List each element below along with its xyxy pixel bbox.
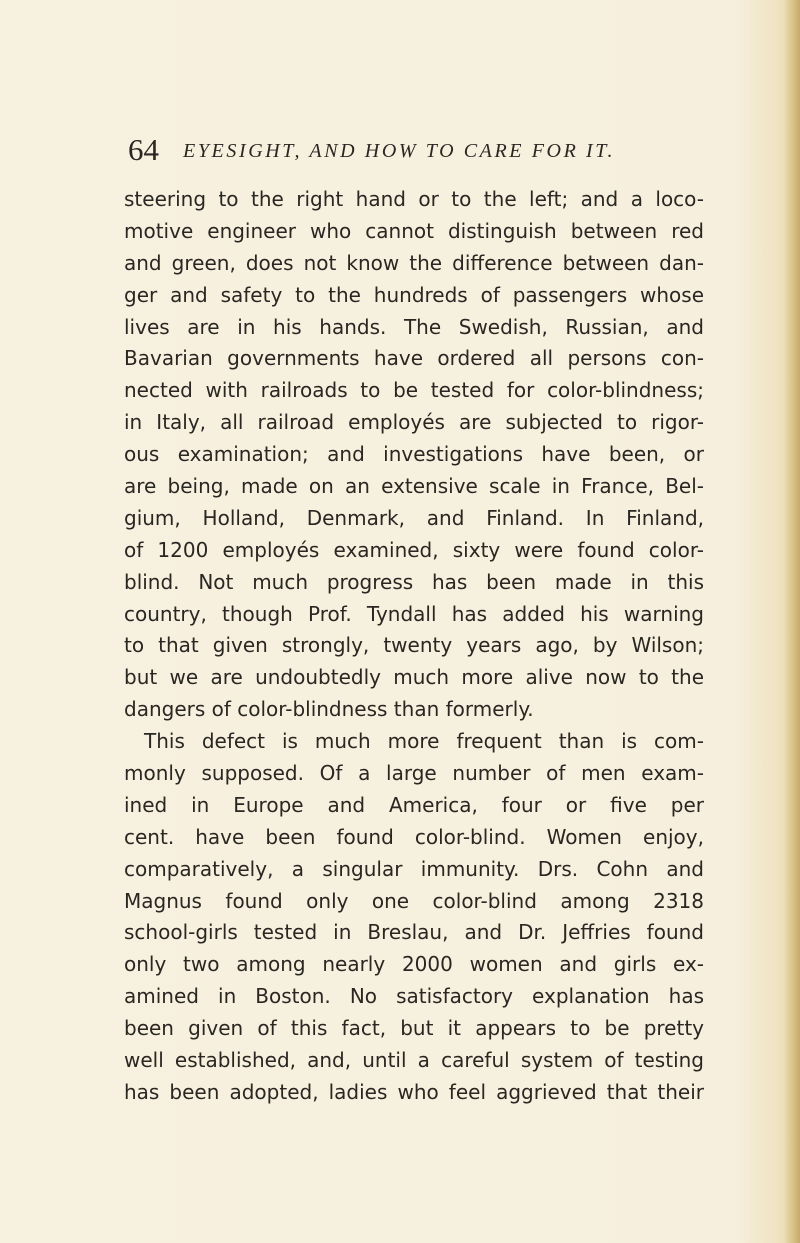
- text-line: amined in Boston. No satisfactory explanation has: [124, 984, 704, 1009]
- text-line: are being, made on an extensive scale in France, Bel-: [124, 474, 704, 499]
- text-line: dangers of color-blindness than formerly.: [124, 697, 534, 722]
- paragraph-first-line: This defect is much more frequent than is com-: [144, 729, 704, 754]
- running-head: EYESIGHT, AND HOW TO CARE FOR IT.: [183, 140, 616, 162]
- body-text: [124, 184, 704, 1109]
- text-line: monly supposed. Of a large number of men exam-: [124, 761, 704, 786]
- text-line: ous examination; and investigations have been, or: [124, 442, 704, 467]
- text-line: of 1200 employés examined, sixty were found color-: [124, 537, 704, 562]
- text-line: lives are in his hands. The Swedish, Russian, and: [124, 314, 704, 339]
- text-line: well established, and, until a careful system of testing: [124, 1048, 704, 1073]
- text-line: to that given strongly, twenty years ago, by Wilson;: [124, 633, 704, 658]
- text-line: only two among nearly 2000 women and girls ex-: [124, 952, 704, 977]
- text-line: comparatively, a singular immunity. Drs. Cohn and: [124, 856, 704, 881]
- page-header: [128, 132, 688, 172]
- text-line: nected with railroads to be tested for color-blindness;: [124, 378, 704, 403]
- page-number: 64: [128, 132, 159, 167]
- text-line: and green, does not know the difference between dan-: [124, 250, 704, 275]
- text-line: has been adopted, ladies who feel aggrieved that their: [124, 1079, 704, 1104]
- text-line: blind. Not much progress has been made in this: [124, 569, 704, 594]
- text-line: Bavarian governments have ordered all persons con-: [124, 346, 704, 371]
- text-line: in Italy, all railroad employés are subjected to rigor-: [124, 410, 704, 435]
- text-line: ger and safety to the hundreds of passengers whose: [124, 282, 704, 307]
- text-line: ined in Europe and America, four or five per: [124, 792, 704, 817]
- text-line: country, though Prof. Tyndall has added his warning: [124, 601, 704, 626]
- page-edge: [784, 0, 800, 1243]
- text-line: gium, Holland, Denmark, and Finland. In Finland,: [124, 505, 704, 530]
- text-line: been given of this fact, but it appears to be pretty: [124, 1016, 704, 1041]
- text-line: but we are undoubtedly much more alive now to the: [124, 665, 704, 690]
- text-line: motive engineer who cannot distinguish between red: [124, 218, 704, 243]
- text-line: school-girls tested in Breslau, and Dr. Jeffries found: [124, 920, 704, 945]
- text-line: steering to the right hand or to the left; and a loco-: [124, 187, 704, 211]
- text-line: cent. have been found color-blind. Women enjoy,: [124, 824, 704, 849]
- text-line: Magnus found only one color-blind among 2318: [124, 888, 704, 913]
